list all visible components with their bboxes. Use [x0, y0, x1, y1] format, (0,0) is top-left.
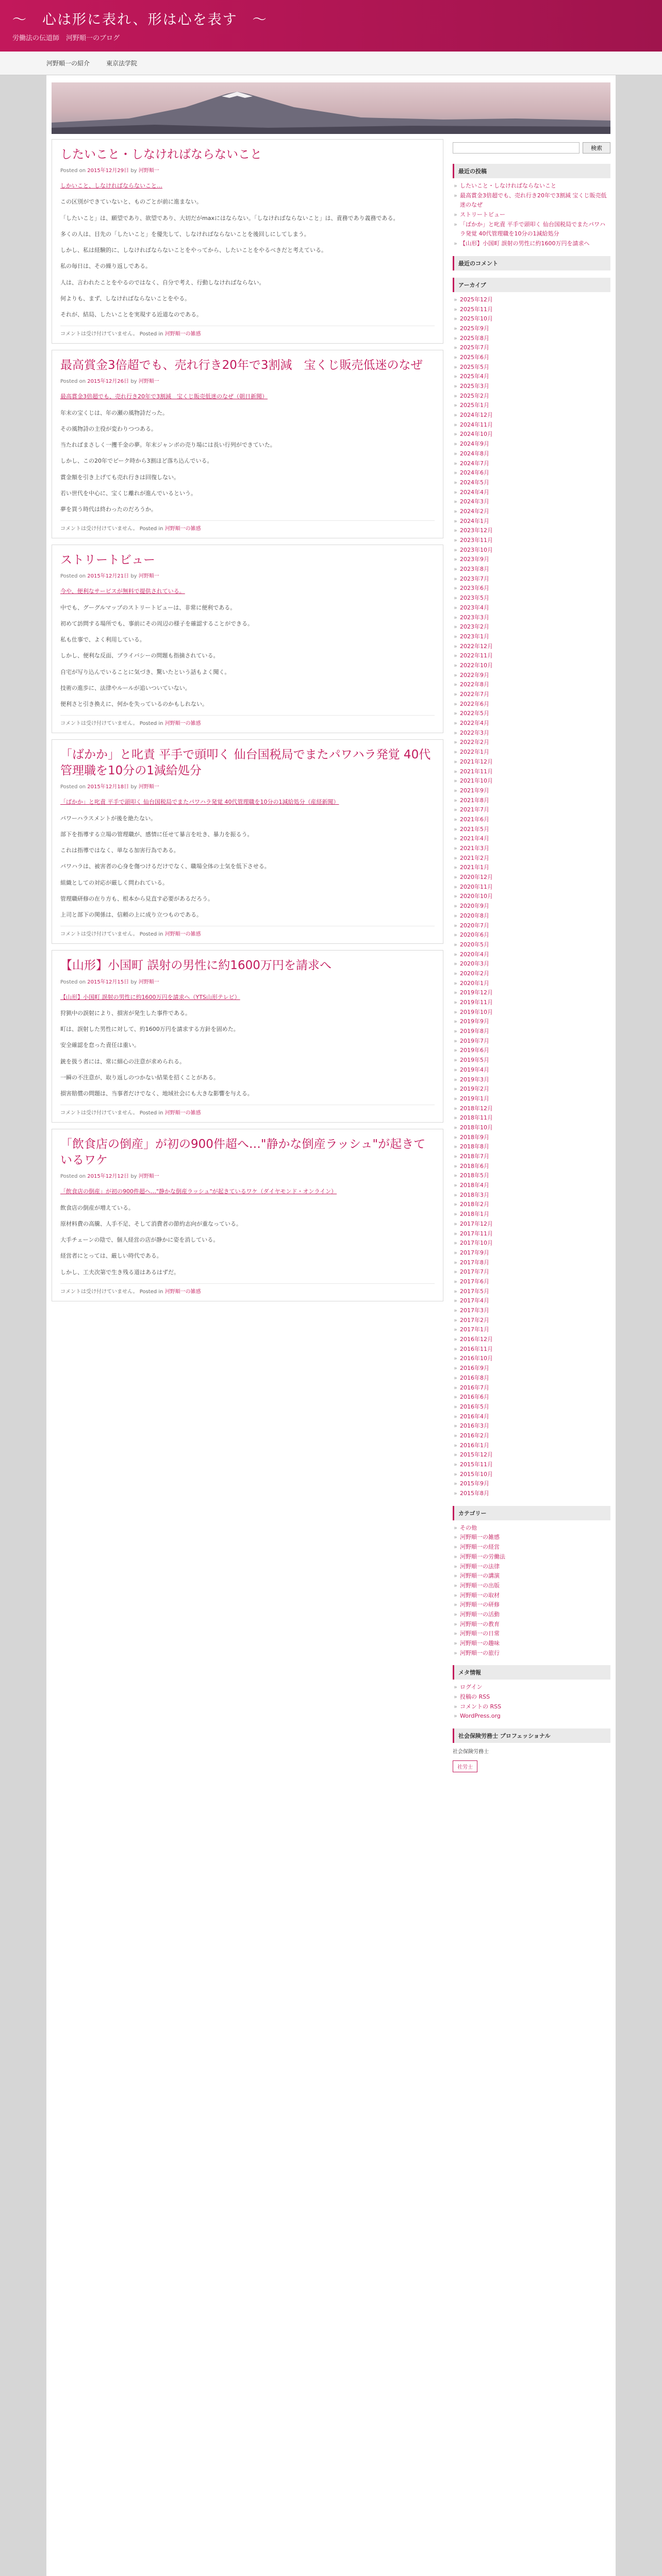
- archive-link[interactable]: » 2025年8月: [453, 334, 610, 344]
- archive-link[interactable]: » 2017年4月: [453, 1296, 610, 1306]
- archive-link[interactable]: » 2023年4月: [453, 603, 610, 613]
- post-paragraph: パワーハラスメントが後を絶たない。: [60, 815, 157, 822]
- widget-title: カテゴリー: [453, 1506, 610, 1520]
- archive-link[interactable]: » 2024年4月: [453, 488, 610, 498]
- archive-link[interactable]: » 2019年7月: [453, 1037, 610, 1046]
- post-meta-prefix: Posted on: [60, 573, 88, 580]
- archive-link[interactable]: » 2025年4月: [453, 372, 610, 382]
- archive-link[interactable]: » 2017年12月: [453, 1219, 610, 1229]
- post-paragraph: 私も仕事で、よく利用している。: [60, 636, 145, 643]
- recent-comments-widget: [453, 256, 610, 270]
- post-meta: [60, 977, 435, 985]
- widget-title: 最近のコメント: [453, 256, 610, 270]
- comments-closed-text: コメントは受け付けていません。 Posted in: [60, 931, 165, 938]
- archive-link[interactable]: » 2024年7月: [453, 459, 610, 469]
- recent-post-link[interactable]: » 【山形】小国町 誤射の男性に約1600万円を請求へ: [453, 239, 610, 249]
- post-paragraph: 中でも、グーグルマップのストリートビューは、非常に便利である。: [60, 604, 236, 611]
- archive-link[interactable]: » 2020年5月: [453, 940, 610, 950]
- archive-link[interactable]: » 2021年3月: [453, 844, 610, 854]
- archive-link[interactable]: » 2024年8月: [453, 449, 610, 459]
- post-meta: [60, 377, 435, 384]
- meta-link[interactable]: » ログイン: [453, 1683, 610, 1692]
- post-paragraph: しかし、工夫次第で生き残る道はあるはずだ。: [60, 1268, 179, 1276]
- post-author-link[interactable]: 河野順一: [138, 573, 159, 580]
- post-date-link[interactable]: 2015年12月12日: [87, 1174, 129, 1180]
- archive-link[interactable]: » 2024年2月: [453, 507, 610, 517]
- archive-link[interactable]: » 2021年8月: [453, 796, 610, 806]
- archive-link[interactable]: » 2017年2月: [453, 1316, 610, 1326]
- post-paragraph: それが、結局、したいことを実現する近道なのである。: [60, 311, 202, 318]
- post-author-link[interactable]: 河野順一: [138, 784, 159, 790]
- archive-link[interactable]: » 2023年11月: [453, 536, 610, 546]
- post-paragraph: [60, 392, 435, 401]
- post-paragraph: 賞金額を引き上げても売れ行きは回復しない。: [60, 473, 179, 481]
- category-link[interactable]: 河野順一の雑感: [164, 331, 201, 337]
- archive-link[interactable]: » 2023年7月: [453, 574, 610, 584]
- comments-closed-text: コメントは受け付けていません。 Posted in: [60, 526, 165, 532]
- archive-link[interactable]: » 2023年5月: [453, 594, 610, 603]
- post-paragraph: [60, 797, 435, 807]
- post-meta-by: by: [129, 784, 139, 790]
- post-title[interactable]: 「ばかか」と叱責 平手で頭叩く 仙台国税局でまたパワハラ発覚 40代管理職を10分の1減給処分: [60, 748, 431, 778]
- post-paragraph: 「したいこと」は、願望であり、欲望であり、大切だがmaxにはならない。「しなければならないこと」は、責務であり義務である。: [60, 214, 399, 222]
- post-footer: [60, 326, 435, 340]
- archive-link[interactable]: » 2020年10月: [453, 892, 610, 902]
- archive-link[interactable]: » 2017年8月: [453, 1258, 610, 1268]
- widget-title: 最近の投稿: [453, 164, 610, 178]
- archive-link[interactable]: » 2024年11月: [453, 420, 610, 430]
- category-link[interactable]: 河野順一の雑感: [164, 526, 201, 532]
- post-paragraph: 私の毎日は、その繰り返しである。: [60, 263, 151, 270]
- archive-link[interactable]: » 2023年9月: [453, 555, 610, 565]
- archive-link[interactable]: » 2021年11月: [453, 767, 610, 777]
- archive-link[interactable]: » 2021年2月: [453, 854, 610, 863]
- archive-link[interactable]: » 2017年3月: [453, 1306, 610, 1316]
- post-body: [60, 392, 435, 514]
- search-widget: [453, 139, 610, 157]
- archive-link[interactable]: » 2015年9月: [453, 1479, 610, 1489]
- post-entry: [52, 139, 443, 344]
- category-link[interactable]: » 河野順一の取材: [453, 1591, 610, 1601]
- archive-link[interactable]: » 2023年2月: [453, 622, 610, 632]
- archive-link[interactable]: » 2018年8月: [453, 1142, 610, 1152]
- search-button[interactable]: 検索: [583, 142, 610, 154]
- post-meta-prefix: Posted on: [60, 784, 88, 790]
- widget-title: メタ情報: [453, 1665, 610, 1680]
- sidebar: [453, 139, 610, 1780]
- post-paragraph: しかし、私は経験的に、しなければならないことをやってから、したいことをやるべきだと考えている。: [60, 247, 327, 254]
- archive-link[interactable]: » 2021年5月: [453, 825, 610, 835]
- archive-link[interactable]: » 2025年6月: [453, 353, 610, 363]
- archive-link[interactable]: » 2025年11月: [453, 305, 610, 315]
- post-paragraph: [60, 586, 435, 596]
- site-tagline: 労働法の伝道師 河野順一のブログ: [12, 35, 120, 42]
- post-paragraph: 年末の宝くじは、年の瀬の風物詩だった。: [60, 409, 168, 416]
- archive-link[interactable]: » 2022年4月: [453, 719, 610, 728]
- archive-link[interactable]: » 2015年10月: [453, 1470, 610, 1480]
- archive-link[interactable]: » 2017年10月: [453, 1239, 610, 1248]
- sharoushi-badge[interactable]: 社労士: [453, 1760, 477, 1772]
- archive-link[interactable]: » 2022年10月: [453, 661, 610, 671]
- recent-posts-widget: [453, 164, 610, 249]
- archive-link[interactable]: » 2018年12月: [453, 1104, 610, 1114]
- archive-link[interactable]: » 2025年9月: [453, 324, 610, 334]
- archive-link[interactable]: » 2025年2月: [453, 392, 610, 401]
- post-entry: [52, 545, 443, 733]
- archive-link[interactable]: » 2019年3月: [453, 1075, 610, 1085]
- post-date-link[interactable]: 2015年12月29日: [87, 168, 129, 174]
- category-link[interactable]: » 河野順一の旅行: [453, 1649, 610, 1658]
- category-link[interactable]: » 河野順一の雑感: [453, 1533, 610, 1543]
- post-meta-by: by: [129, 573, 139, 580]
- category-link[interactable]: » 河野順一の趣味: [453, 1639, 610, 1649]
- post-title[interactable]: 「飲食店の倒産」が初の900件超へ…"静かな倒産ラッシュ"が起きているワケ: [60, 1138, 426, 1167]
- archive-link[interactable]: » 2023年8月: [453, 565, 610, 574]
- post-paragraph: 夢を買う時代は終わったのだろうか。: [60, 506, 157, 513]
- archive-link[interactable]: » 2020年2月: [453, 969, 610, 979]
- post-date-link[interactable]: 2015年12月21日: [87, 573, 129, 580]
- recent-post-link[interactable]: » 最高賞金3倍超でも、売れ行き20年で3割減 宝くじ販売低迷のなぜ: [453, 191, 610, 210]
- post-paragraph: 管理職研修の在り方も、根本から見直す必要があるだろう。: [60, 895, 213, 902]
- archive-link[interactable]: » 2025年7月: [453, 343, 610, 353]
- post-meta: [60, 571, 435, 579]
- archive-link[interactable]: » 2020年8月: [453, 911, 610, 921]
- post-paragraph: 人は、言われたことをやるのではなく、自分で考え、行動しなければならない。: [60, 279, 265, 286]
- archive-link[interactable]: » 2015年8月: [453, 1489, 610, 1499]
- archive-link[interactable]: » 2018年7月: [453, 1152, 610, 1162]
- news-source-link[interactable]: 今や、便利なサービスが無料で提供されている。: [60, 588, 185, 595]
- post-paragraph: 安全確認を怠った責任は重い。: [60, 1042, 140, 1049]
- archive-link[interactable]: » 2019年1月: [453, 1094, 610, 1104]
- meta-list: [453, 1683, 610, 1721]
- post-meta: [60, 1172, 435, 1179]
- archive-link[interactable]: » 2022年9月: [453, 671, 610, 681]
- post-date-link[interactable]: 2015年12月15日: [87, 979, 129, 985]
- archive-link[interactable]: » 2023年1月: [453, 632, 610, 642]
- recent-post-link[interactable]: » ストリートビュー: [453, 210, 610, 220]
- archive-link[interactable]: » 2025年3月: [453, 382, 610, 392]
- main-content: [52, 139, 443, 1780]
- archive-link[interactable]: » 2020年11月: [453, 883, 610, 892]
- category-link[interactable]: » 河野順一の労働法: [453, 1552, 610, 1562]
- archive-link[interactable]: » 2018年4月: [453, 1181, 610, 1191]
- archive-link[interactable]: » 2021年9月: [453, 786, 610, 796]
- archive-link[interactable]: » 2022年2月: [453, 738, 610, 748]
- post-paragraph: 狩猟中の誤射により、損害が発生した事件である。: [60, 1009, 191, 1016]
- post-list: [52, 139, 443, 1301]
- post-footer: [60, 1105, 435, 1119]
- archive-link[interactable]: » 2016年7月: [453, 1383, 610, 1393]
- archive-link[interactable]: » 2020年9月: [453, 902, 610, 911]
- page-wrapper: [46, 75, 616, 2576]
- archive-link[interactable]: » 2018年3月: [453, 1191, 610, 1200]
- archive-link[interactable]: » 2018年9月: [453, 1133, 610, 1143]
- post-paragraph: 多くの人は、目先の「したいこと」を優先して、しなければならないことを後回しにしてしまう。: [60, 230, 310, 238]
- archive-link[interactable]: » 2018年1月: [453, 1210, 610, 1219]
- archive-link[interactable]: » 2016年12月: [453, 1335, 610, 1345]
- recent-posts-list: [453, 181, 610, 249]
- archive-link[interactable]: » 2025年10月: [453, 314, 610, 324]
- post-author-link[interactable]: 河野順一: [138, 168, 159, 174]
- post-meta-prefix: Posted on: [60, 979, 88, 985]
- archive-link[interactable]: » 2019年11月: [453, 998, 610, 1008]
- archive-link[interactable]: » 2023年6月: [453, 584, 610, 594]
- post-author-link[interactable]: 河野順一: [138, 1174, 159, 1180]
- post-body: [60, 181, 435, 319]
- archive-link[interactable]: » 2016年6月: [453, 1393, 610, 1402]
- post-meta: [60, 782, 435, 790]
- archive-link[interactable]: » 2024年12月: [453, 411, 610, 420]
- archive-link[interactable]: » 2015年11月: [453, 1460, 610, 1470]
- post-meta-by: by: [129, 168, 139, 174]
- archive-link[interactable]: » 2019年2月: [453, 1084, 610, 1094]
- archive-link[interactable]: » 2021年4月: [453, 834, 610, 844]
- meta-link[interactable]: » 投稿の RSS: [453, 1692, 610, 1702]
- archive-link[interactable]: » 2021年12月: [453, 757, 610, 767]
- archive-link[interactable]: » 2018年10月: [453, 1123, 610, 1133]
- nav-link-school[interactable]: 東京法学院: [106, 60, 138, 67]
- post-body: [60, 1187, 435, 1277]
- post-entry: [52, 1129, 443, 1301]
- post-meta-prefix: Posted on: [60, 168, 88, 174]
- category-link[interactable]: » 河野順一の日常: [453, 1629, 610, 1639]
- archive-link[interactable]: » 2016年2月: [453, 1431, 610, 1441]
- post-title[interactable]: ストリートビュー: [60, 553, 155, 567]
- post-paragraph: 損害賠償の問題は、当事者だけでなく、地域社会にも大きな影響を与える。: [60, 1090, 253, 1097]
- archive-link[interactable]: » 2024年5月: [453, 478, 610, 488]
- post-paragraph: 組織としての対応が厳しく問われている。: [60, 879, 168, 886]
- news-source-link[interactable]: しかいこと、しなければならないこと…: [60, 182, 162, 190]
- post-paragraph: 初めて訪問する場所でも、事前にその周辺の様子を確認することができる。: [60, 620, 253, 627]
- category-link[interactable]: 河野順一の雑感: [164, 1110, 201, 1116]
- archive-list: [453, 295, 610, 1499]
- post-paragraph: しかし、便利な反面、プライバシーの問題も指摘されている。: [60, 652, 219, 659]
- archive-link[interactable]: » 2017年5月: [453, 1287, 610, 1297]
- news-source-link[interactable]: 最高賞金3倍超でも、売れ行き20年で3割減 宝くじ販売低迷のなぜ（朝日新聞）: [60, 393, 268, 400]
- archive-link[interactable]: » 2017年11月: [453, 1229, 610, 1239]
- archive-link[interactable]: » 2022年1月: [453, 748, 610, 757]
- archive-link[interactable]: » 2023年10月: [453, 546, 610, 555]
- post-body: [60, 586, 435, 709]
- main-nav: [0, 52, 662, 75]
- post-paragraph: 当たればまさしく一攫千金の夢。年末ジャンボの売り場には長い行列ができていた。: [60, 442, 276, 449]
- post-paragraph: パワハラは、被害者の心身を傷つけるだけでなく、職場全体の士気を低下させる。: [60, 863, 270, 870]
- post-entry: [52, 350, 443, 538]
- post-paragraph: 銃を扱う者には、常に細心の注意が求められる。: [60, 1058, 185, 1065]
- archive-link[interactable]: » 2018年11月: [453, 1113, 610, 1123]
- post-meta-by: by: [129, 979, 139, 985]
- post-paragraph: 大手チェーンの陰で、個人経営の店が静かに姿を消している。: [60, 1236, 219, 1244]
- archive-link[interactable]: » 2024年10月: [453, 430, 610, 439]
- widget-title: アーカイブ: [453, 278, 610, 292]
- category-link[interactable]: 河野順一の雑感: [164, 721, 201, 727]
- meta-link[interactable]: » WordPress.org: [453, 1711, 610, 1721]
- archive-link[interactable]: » 2022年11月: [453, 651, 610, 661]
- post-title[interactable]: 【山形】小国町 誤射の男性に約1600万円を請求へ: [60, 959, 332, 973]
- search-input[interactable]: [453, 142, 580, 154]
- archive-link[interactable]: » 2017年1月: [453, 1325, 610, 1335]
- recent-post-link[interactable]: » したいこと・しなければならないこと: [453, 181, 610, 191]
- widget-title: 社会保険労務士 プロフェッショナル: [453, 1728, 610, 1743]
- comments-closed-text: コメントは受け付けていません。 Posted in: [60, 1289, 165, 1295]
- archive-link[interactable]: » 2020年12月: [453, 873, 610, 883]
- mountain-silhouette: [52, 82, 610, 134]
- category-link[interactable]: » 河野順一の教育: [453, 1620, 610, 1630]
- news-source-link[interactable]: 【山形】小国町 誤射の男性に約1600万円を請求へ（YTS山形テレビ）: [60, 993, 240, 1001]
- post-paragraph: これは指導ではなく、単なる加害行為である。: [60, 847, 179, 854]
- archive-link[interactable]: » 2020年4月: [453, 950, 610, 960]
- category-link[interactable]: » 河野順一の講演: [453, 1571, 610, 1581]
- post-date-link[interactable]: 2015年12月18日: [87, 784, 129, 790]
- post-paragraph: 何よりも、まず、しなければならないことをやる。: [60, 295, 191, 302]
- archive-link[interactable]: » 2018年6月: [453, 1162, 610, 1172]
- meta-widget: [453, 1665, 610, 1721]
- post-paragraph: 経営者にとっては、厳しい時代である。: [60, 1252, 162, 1260]
- post-meta: [60, 166, 435, 174]
- archive-link[interactable]: » 2022年8月: [453, 680, 610, 690]
- header-banner-image: [52, 82, 610, 134]
- post-meta-prefix: Posted on: [60, 379, 88, 385]
- archive-link[interactable]: » 2015年12月: [453, 1450, 610, 1460]
- post-author-link[interactable]: 河野順一: [138, 979, 159, 985]
- category-link[interactable]: » その他: [453, 1523, 610, 1533]
- post-paragraph: しかし、この20年でピーク時から3割ほど落ち込んでいる。: [60, 457, 213, 465]
- categories-widget: [453, 1506, 610, 1658]
- post-paragraph: 一瞬の不注意が、取り返しのつかない結果を招くことがある。: [60, 1074, 219, 1081]
- archives-widget: [453, 278, 610, 1499]
- post-paragraph: 便利さと引き換えに、何かを失っているのかもしれない。: [60, 701, 208, 708]
- archive-link[interactable]: » 2022年12月: [453, 642, 610, 652]
- post-footer: [60, 1283, 435, 1298]
- post-entry: [52, 739, 443, 944]
- archive-link[interactable]: » 2024年6月: [453, 468, 610, 478]
- archive-link[interactable]: » 2016年8月: [453, 1374, 610, 1383]
- archive-link[interactable]: » 2025年12月: [453, 295, 610, 305]
- archive-link[interactable]: » 2019年10月: [453, 1008, 610, 1018]
- post-body: [60, 797, 435, 920]
- archive-link[interactable]: » 2018年5月: [453, 1171, 610, 1181]
- category-link[interactable]: » 河野順一の経営: [453, 1543, 610, 1552]
- news-source-link[interactable]: 「飲食店の倒産」が初の900件超へ…"静かな倒産ラッシュ"が起きているワケ（ダイヤモンド・オンライン）: [60, 1188, 337, 1195]
- post-footer: [60, 926, 435, 940]
- post-paragraph: [60, 181, 435, 191]
- archive-link[interactable]: » 2022年6月: [453, 700, 610, 709]
- archive-link[interactable]: » 2016年11月: [453, 1345, 610, 1354]
- comments-closed-text: コメントは受け付けていません。 Posted in: [60, 721, 165, 727]
- post-paragraph: 技術の進歩に、法律やルールが追いついていない。: [60, 684, 191, 691]
- archive-link[interactable]: » 2017年9月: [453, 1248, 610, 1258]
- archive-link[interactable]: » 2016年5月: [453, 1402, 610, 1412]
- category-link[interactable]: » 河野順一の出版: [453, 1581, 610, 1591]
- archive-link[interactable]: » 2025年1月: [453, 401, 610, 411]
- news-source-link[interactable]: 「ばかか」と叱責 平手で頭叩く 仙台国税局でまたパワハラ発覚 40代管理職を10分の1減給処分（産経新聞）: [60, 799, 339, 806]
- post-paragraph: 若い世代を中心に、宝くじ離れが進んでいるという。: [60, 489, 196, 497]
- recent-post-link[interactable]: » 「ばかか」と叱責 平手で頭叩く 仙台国税局でまたパワハラ発覚 40代管理職を10分の1減給処分: [453, 220, 610, 239]
- post-paragraph: 原材料費の高騰、人手不足、そして消費者の節約志向が重なっている。: [60, 1220, 242, 1227]
- post-paragraph: [60, 992, 435, 1002]
- archive-link[interactable]: » 2023年3月: [453, 613, 610, 623]
- archive-link[interactable]: » 2019年9月: [453, 1017, 610, 1027]
- post-meta-by: by: [129, 1174, 139, 1180]
- archive-link[interactable]: » 2021年1月: [453, 863, 610, 873]
- archive-link[interactable]: » 2019年12月: [453, 988, 610, 998]
- archive-link[interactable]: » 2022年7月: [453, 690, 610, 700]
- nav-link-profile[interactable]: 河野順一の紹介: [46, 60, 90, 67]
- post-title[interactable]: 最高賞金3倍超でも、売れ行き20年で3割減 宝くじ販売低迷のなぜ: [60, 359, 423, 372]
- archive-link[interactable]: » 2016年4月: [453, 1412, 610, 1422]
- post-date-link[interactable]: 2015年12月26日: [87, 379, 129, 385]
- archive-link[interactable]: » 2024年3月: [453, 497, 610, 507]
- archive-link[interactable]: » 2020年7月: [453, 921, 610, 931]
- archive-link[interactable]: » 2024年9月: [453, 439, 610, 449]
- sns-text: 社会保険労務士: [453, 1749, 489, 1755]
- archive-link[interactable]: » 2019年6月: [453, 1046, 610, 1056]
- post-paragraph: その風物詩の主役が変わりつつある。: [60, 425, 157, 432]
- sns-widget: [453, 1728, 610, 1772]
- archive-link[interactable]: » 2022年5月: [453, 709, 610, 719]
- comments-closed-text: コメントは受け付けていません。 Posted in: [60, 331, 165, 337]
- archive-link[interactable]: » 2016年1月: [453, 1441, 610, 1451]
- archive-link[interactable]: » 2021年7月: [453, 805, 610, 815]
- category-link[interactable]: 河野順一の雑感: [164, 931, 201, 938]
- post-paragraph: 飲食店の倒産が増えている。: [60, 1204, 134, 1211]
- archive-link[interactable]: » 2020年6月: [453, 930, 610, 940]
- post-footer: [60, 520, 435, 535]
- site-title[interactable]: 〜 心は形に表れ、形は心を表す 〜: [12, 12, 268, 28]
- archive-link[interactable]: » 2021年10月: [453, 776, 610, 786]
- post-paragraph: [60, 1187, 435, 1196]
- post-paragraph: 部下を指導する立場の管理職が、感情に任せて暴言を吐き、暴力を振るう。: [60, 831, 253, 838]
- archive-link[interactable]: » 2024年1月: [453, 517, 610, 527]
- archive-link[interactable]: » 2016年10月: [453, 1354, 610, 1364]
- archive-link[interactable]: » 2018年2月: [453, 1200, 610, 1210]
- archive-link[interactable]: » 2017年6月: [453, 1277, 610, 1287]
- archive-link[interactable]: » 2019年8月: [453, 1027, 610, 1037]
- archive-link[interactable]: » 2022年3月: [453, 728, 610, 738]
- category-link[interactable]: » 河野順一の法律: [453, 1562, 610, 1572]
- post-title[interactable]: したいこと・しなければならないこと: [60, 148, 262, 161]
- post-paragraph: この区別ができていないと、ものごとが前に進まない。: [60, 198, 202, 206]
- category-link[interactable]: » 河野順一の研修: [453, 1600, 610, 1610]
- archive-link[interactable]: » 2016年9月: [453, 1364, 610, 1374]
- meta-link[interactable]: » コメントの RSS: [453, 1702, 610, 1712]
- post-author-link[interactable]: 河野順一: [138, 379, 159, 385]
- archive-link[interactable]: » 2020年3月: [453, 959, 610, 969]
- archive-link[interactable]: » 2021年6月: [453, 815, 610, 825]
- archive-link[interactable]: » 2019年4月: [453, 1065, 610, 1075]
- category-link[interactable]: 河野順一の雑感: [164, 1289, 201, 1295]
- category-link[interactable]: » 河野順一の活動: [453, 1610, 610, 1620]
- post-paragraph: 自宅が写り込んでいることに気づき、驚いたという話もよく聞く。: [60, 668, 230, 675]
- post-paragraph: 町は、誤射した男性に対して、約1600万円を請求する方針を固めた。: [60, 1026, 239, 1033]
- category-list: [453, 1523, 610, 1658]
- archive-link[interactable]: » 2025年5月: [453, 363, 610, 372]
- post-meta-by: by: [129, 379, 139, 385]
- post-paragraph: 上司と部下の関係は、信頼の上に成り立つものである。: [60, 911, 202, 919]
- comments-closed-text: コメントは受け付けていません。 Posted in: [60, 1110, 165, 1116]
- post-body: [60, 992, 435, 1099]
- archive-link[interactable]: » 2019年5月: [453, 1056, 610, 1065]
- archive-link[interactable]: » 2023年12月: [453, 526, 610, 536]
- post-meta-prefix: Posted on: [60, 1174, 88, 1180]
- post-footer: [60, 715, 435, 730]
- archive-link[interactable]: » 2016年3月: [453, 1421, 610, 1431]
- archive-link[interactable]: » 2017年7月: [453, 1267, 610, 1277]
- archive-link[interactable]: » 2020年1月: [453, 979, 610, 989]
- post-entry: [52, 950, 443, 1123]
- site-header: [0, 0, 662, 52]
